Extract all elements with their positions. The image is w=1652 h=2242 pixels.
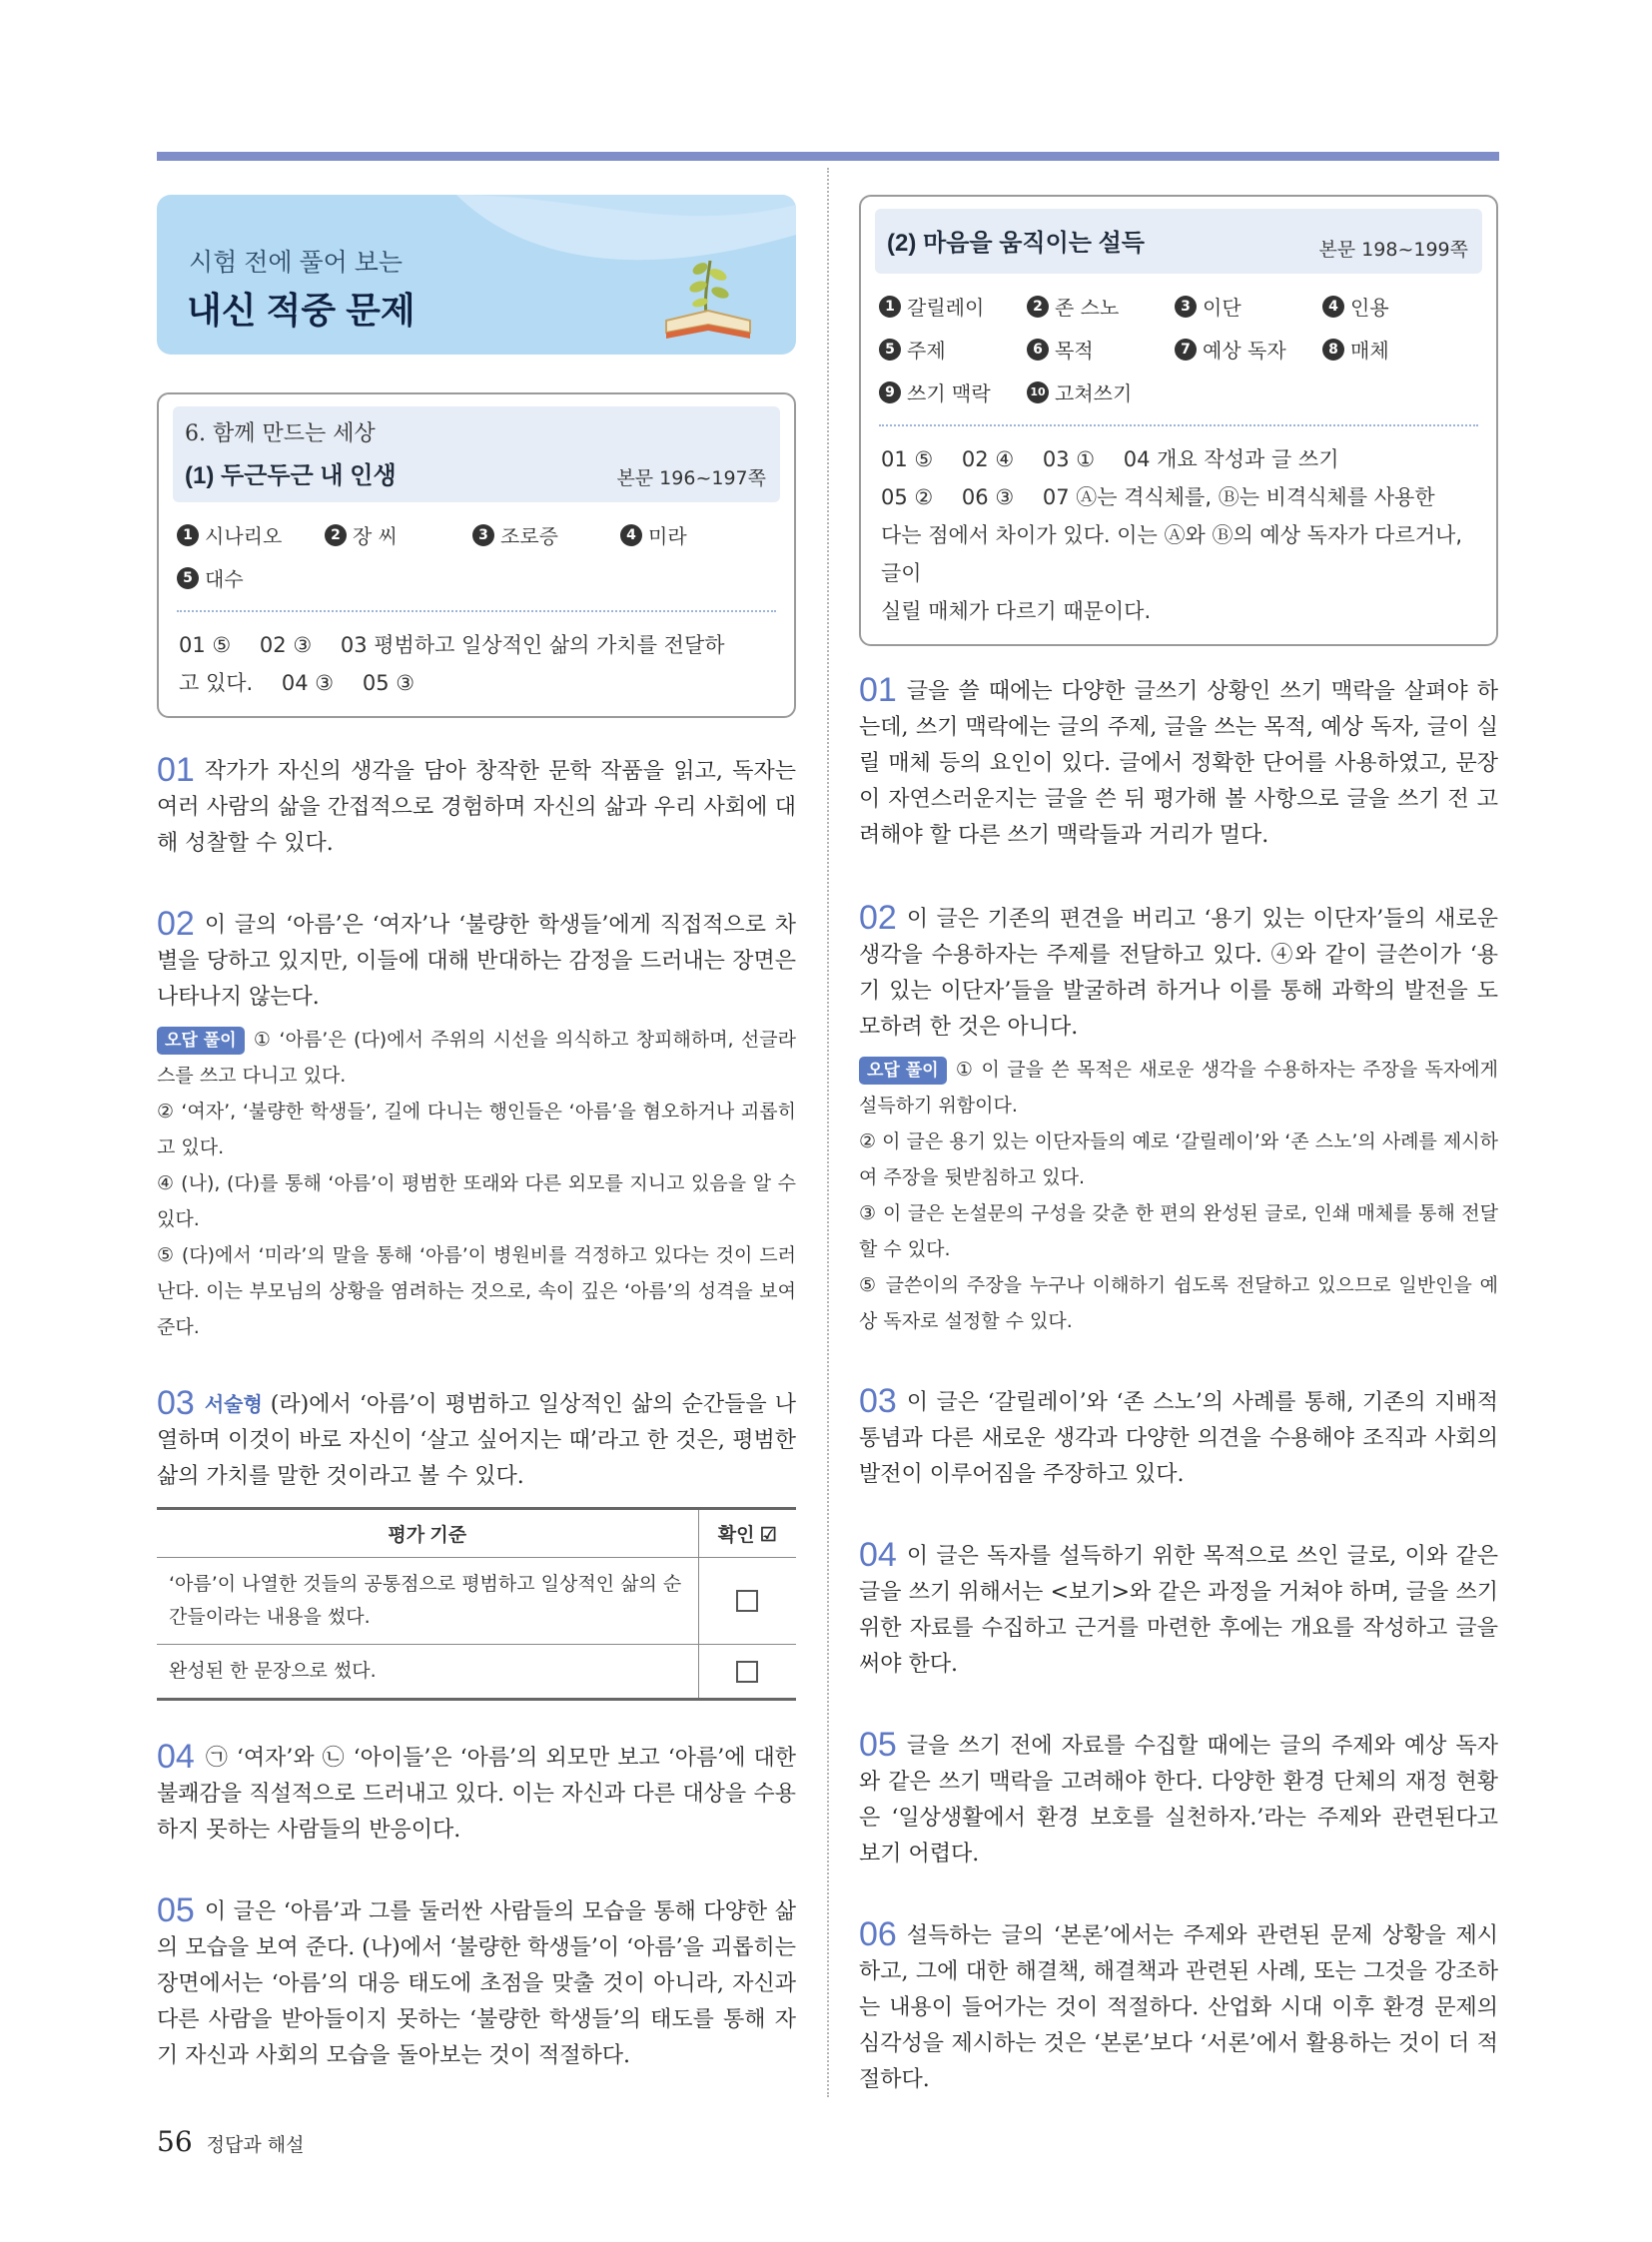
- box-header: [173, 406, 780, 502]
- keyword-item: [620, 520, 768, 549]
- keyword-text: 대수: [205, 567, 244, 591]
- note-line: ② 이 글은 용기 있는 이단자들의 예로 ‘갈릴레이’와 ‘존 스노’의 사례를 제시하여 주장을 뒷받침하고 있다.: [859, 1130, 1498, 1188]
- number-badge: 8: [1322, 339, 1344, 361]
- table-row: [157, 1558, 796, 1645]
- question-number: 03: [157, 1384, 195, 1422]
- answer-item: 01 ⑤: [881, 447, 934, 471]
- section-banner: [157, 195, 796, 355]
- question-number: 06: [859, 1915, 897, 1953]
- number-badge: 2: [1027, 296, 1049, 318]
- evaluation-table: [157, 1507, 796, 1701]
- explanation-02: [157, 906, 796, 1016]
- keyword-list: [875, 274, 1482, 424]
- note-line: ② ‘여자’, ‘불량한 학생들’, 길에 다니는 행인들은 ‘아름’을 혐오하거나 괴롭히고 있다.: [157, 1101, 796, 1158]
- explanation-text: (라)에서 ‘아름’이 평범하고 일상적인 삶의 순간들을 나열하며 이것이 바로 자신이 ‘살고 싶어지는 때’라고 한 것은, 평범한 삶의 가치를 말한 것이라고 볼 수 있다.: [157, 1392, 796, 1489]
- table-header-criteria: 평가 기준: [157, 1509, 698, 1558]
- keyword-item: [177, 520, 325, 549]
- answer-continuation: 다는 점에서 차이가 있다. 이는 Ⓐ와 Ⓑ의 예상 독자가 다르거나, 글이: [881, 523, 1463, 585]
- explanation-03: [157, 1385, 796, 1495]
- keyword-item: [1027, 335, 1175, 364]
- answer-list: [875, 426, 1482, 630]
- answer-item: 07 Ⓐ는 격식체를, Ⓑ는 비격식체를 사용한: [1042, 485, 1435, 509]
- wrong-answer-badge: 오답 풀이: [859, 1057, 947, 1085]
- note-line: ① ‘아름’은 (다)에서 주위의 시선을 의식하고 창피해하며, 선글라스를 쓰고 다니고 있다.: [157, 1029, 796, 1087]
- keyword-item: [879, 377, 1027, 406]
- explanation-text: 이 글은 ‘갈릴레이’와 ‘존 스노’의 사례를 통해, 기존의 지배적 통념과 다른 새로운 생각과 다양한 의견을 수용해야 조직과 사회의 발전이 이루어짐을 주장하고 있다.: [859, 1390, 1498, 1487]
- answer-item: 01 ⑤: [179, 633, 232, 657]
- keyword-item: [1175, 292, 1322, 321]
- answer-item: 04 개요 작성과 글 쓰기: [1123, 447, 1339, 471]
- page-reference: 본문 196~197쪽: [616, 467, 766, 489]
- answer-item: 02 ③: [259, 633, 313, 657]
- question-number: 04: [859, 1536, 897, 1574]
- keyword-text: 인용: [1350, 296, 1389, 320]
- number-badge: 7: [1175, 339, 1197, 361]
- explanation-05: [157, 1892, 796, 2074]
- keyword-text: 조로증: [500, 524, 558, 548]
- number-badge: 1: [879, 296, 901, 318]
- chapter-title: 6. 함께 만드는 세상: [185, 421, 376, 446]
- checkbox[interactable]: [736, 1661, 758, 1683]
- answer-item: 03 ①: [1042, 447, 1096, 471]
- column-divider: [827, 168, 829, 2097]
- keyword-text: 이단: [1203, 296, 1241, 320]
- keyword-item: [879, 292, 1027, 321]
- keyword-text: 쓰기 맥락: [907, 381, 991, 405]
- question-number: 01: [157, 751, 195, 789]
- criteria-cell: ‘아름’이 나열한 것들의 공통점으로 평범하고 일상적인 삶의 순간들이라는 내용을 썼다.: [157, 1558, 698, 1645]
- keyword-item: [1175, 335, 1322, 364]
- keyword-text: 매체: [1350, 339, 1389, 363]
- check-cell: [698, 1558, 796, 1645]
- keyword-text: 고쳐쓰기: [1055, 381, 1133, 405]
- explanation-06: [859, 1916, 1498, 2098]
- table-header-check: 확인 ☑: [698, 1509, 796, 1558]
- explanation-01: [157, 752, 796, 862]
- explanation-04: [859, 1537, 1498, 1683]
- note-line: ③ 이 글은 논설문의 구성을 갖춘 한 편의 완성된 글로, 인쇄 매체를 통해 전달할 수 있다.: [859, 1202, 1498, 1260]
- keyword-text: 존 스노: [1055, 296, 1120, 320]
- keyword-item: [325, 520, 472, 549]
- explanation-text: 이 글은 ‘아름’과 그를 둘러싼 사람들의 모습을 통해 다양한 삶의 모습을 보여 준다. (나)에서 ‘불량한 학생들’이 ‘아름’을 괴롭히는 장면에서는 ‘아름’의 대응 태도에 초점을 맞출 것이 아니라, 자신과 다른 사람을 받아들이지 못하는 ‘불량한 학생들’의 태도를 통해 자기 자신과 사회의 모습을 돌아보는 것이 적절하다.: [157, 1899, 796, 2068]
- keyword-text: 시나리오: [205, 524, 283, 548]
- keyword-item: [1027, 377, 1175, 406]
- page-reference: 본문 198~199쪽: [1318, 239, 1468, 261]
- answer-continuation: 실릴 매체가 다르기 때문이다.: [881, 599, 1152, 623]
- number-badge: 1: [177, 524, 199, 546]
- number-badge: 4: [620, 524, 642, 546]
- note-line: ① 이 글을 쓴 목적은 새로운 생각을 수용하자는 주장을 독자에게 설득하기 위함이다.: [859, 1059, 1498, 1117]
- section-title: (2) 마음을 움직이는 설득: [887, 230, 1145, 257]
- footer-label: 정답과 해설: [206, 2134, 305, 2156]
- explanation-text: 작가가 자신의 생각을 담아 창작한 문학 작품을 읽고, 독자는 여러 사람의 삶을 간접적으로 경험하며 자신의 삶과 우리 사회에 대해 성찰할 수 있다.: [157, 759, 796, 856]
- number-badge: 3: [1175, 296, 1197, 318]
- check-cell: [698, 1645, 796, 1700]
- keyword-text: 주제: [907, 339, 946, 363]
- top-rule: [157, 152, 1499, 161]
- answer-item: 05 ③: [362, 671, 415, 695]
- explanation-text: 글을 쓰기 전에 자료를 수집할 때에는 글의 주제와 예상 독자와 같은 쓰기 맥락을 고려해야 한다. 다양한 환경 단체의 재정 현황은 ‘일상생활에서 환경 보호를 실천하자.’라는 주제와 관련된다고 보기 어렵다.: [859, 1734, 1498, 1867]
- explanation-text: 이 글은 기존의 편견을 버리고 ‘용기 있는 이단자’들의 새로운 생각을 수용하자는 주제를 전달하고 있다. ④와 같이 글쓴이가 ‘용기 있는 이단자’들을 발굴하려 하거나 이를 통해 과학의 발전을 도모하려 한 것은 아니다.: [859, 907, 1498, 1040]
- keyword-list: [173, 502, 780, 610]
- number-badge: 5: [177, 567, 199, 589]
- keyword-item: [177, 563, 325, 592]
- question-number: 03: [859, 1382, 897, 1420]
- question-number: 02: [859, 899, 897, 937]
- number-badge: 6: [1027, 339, 1049, 361]
- answer-item: 05 ②: [881, 485, 934, 509]
- keyword-item: [879, 335, 1027, 364]
- explanation-text: 글을 쓸 때에는 다양한 글쓰기 상황인 쓰기 맥락을 살펴야 하는데, 쓰기 맥락에는 글의 주제, 글을 쓰는 목적, 예상 독자, 글이 실릴 매체 등의 요인이 있다. 글에서 정확한 단어를 사용하였고, 문장이 자연스러운지는 글을 쓴 뒤 평가해 볼 사항으로 글을 쓰기 전 고려해야 할 다른 쓰기 맥락들과 거리가 멀다.: [859, 679, 1498, 848]
- number-badge: 4: [1322, 296, 1344, 318]
- explanation-text: 이 글의 ‘아름’은 ‘여자’나 ‘불량한 학생들’에게 직접적으로 차별을 당하고 있지만, 이들에 대해 반대하는 감정을 드러내는 장면은 나타나지 않는다.: [157, 913, 796, 1010]
- page-number: 56: [157, 2125, 193, 2158]
- number-badge: 5: [879, 339, 901, 361]
- question-number: 05: [157, 1891, 195, 1929]
- left-column: [157, 195, 796, 2074]
- keyword-item: [1027, 292, 1175, 321]
- wrong-answer-notes: [157, 1022, 796, 1345]
- explanation-05: [859, 1727, 1498, 1872]
- number-badge: 2: [325, 524, 347, 546]
- number-badge: 10: [1027, 381, 1049, 403]
- banner-subtitle: 시험 전에 풀어 보는: [189, 249, 404, 277]
- answer-item: 02 ④: [961, 447, 1015, 471]
- explanation-01: [859, 672, 1498, 854]
- keyword-text: 예상 독자: [1203, 339, 1286, 363]
- page-footer: [157, 2125, 304, 2158]
- keyword-text: 갈릴레이: [907, 296, 985, 320]
- keyword-item: [472, 520, 620, 549]
- banner-title: 내신 적중 문제: [187, 290, 415, 331]
- book-plant-icon: [660, 255, 756, 345]
- explanation-text: 이 글은 독자를 설득하기 위한 목적으로 쓰인 글로, 이와 같은 글을 쓰기 위해서는 <보기>와 같은 과정을 거쳐야 하며, 글을 쓰기 위한 자료를 수집하고 근거를 마련한 후에는 개요를 작성하고 글을 써야 한다.: [859, 1544, 1498, 1677]
- explanation-text: 설득하는 글의 ‘본론’에서는 주제와 관련된 문제 상황을 제시하고, 그에 대한 해결책, 해결책과 관련된 사례, 또는 그것을 강조하는 내용이 들어가는 것이 적절하다. 산업화 시대 이후 환경 문제의 심각성을 제시하는 것은 ‘본론’보다 ‘서론’에서 활용하는 것이 더 적절하다.: [859, 1923, 1498, 2092]
- explanation-text: ㉠ ‘여자’와 ㉡ ‘아이들’은 ‘아름’의 외모만 보고 ‘아름’에 대한 불쾌감을 직설적으로 드러내고 있다. 이는 자신과 다른 대상을 수용하지 못하는 사람들의 반응이다.: [157, 1746, 796, 1843]
- keyword-text: 미라: [648, 524, 687, 548]
- number-badge: 3: [472, 524, 494, 546]
- explanation-03: [859, 1383, 1498, 1493]
- explanation-04: [157, 1739, 796, 1849]
- question-number: 05: [859, 1726, 897, 1764]
- box-header: [875, 209, 1482, 274]
- answer-item: 04 ③: [281, 671, 335, 695]
- answer-item: 06 ③: [961, 485, 1015, 509]
- section-title: (1) 두근두근 내 인생: [185, 462, 397, 489]
- answer-list: [173, 612, 780, 702]
- keyword-text: 장 씨: [353, 524, 398, 548]
- note-line: ⑤ (다)에서 ‘미라’의 말을 통해 ‘아름’이 병원비를 걱정하고 있다는 것이 드러난다. 이는 부모님의 상황을 염려하는 것으로, 속이 깊은 ‘아름’의 성격을 보여 준다.: [157, 1244, 796, 1338]
- descriptive-tag: 서술형: [204, 1394, 263, 1416]
- note-line: ④ (나), (다)를 통해 ‘아름’이 평범한 또래와 다른 외모를 지니고 있음을 알 수 있다.: [157, 1172, 796, 1230]
- wrong-answer-badge: 오답 풀이: [157, 1027, 245, 1055]
- note-line: ⑤ 글쓴이의 주장을 누구나 이해하기 쉽도록 전달하고 있으므로 일반인을 예상 독자로 설정할 수 있다.: [859, 1274, 1498, 1332]
- keyword-text: 목적: [1055, 339, 1094, 363]
- keyword-item: [1322, 292, 1470, 321]
- answer-box-left: [157, 392, 796, 718]
- answer-item: 고 있다.: [179, 671, 254, 695]
- keyword-item: [1322, 335, 1470, 364]
- question-number: 04: [157, 1738, 195, 1776]
- right-column: [859, 195, 1498, 2098]
- answer-box-right: [859, 195, 1498, 646]
- explanation-02: [859, 900, 1498, 1046]
- question-number: 02: [157, 905, 195, 943]
- wrong-answer-notes: [859, 1052, 1498, 1339]
- checkbox[interactable]: [736, 1590, 758, 1612]
- number-badge: 9: [879, 381, 901, 403]
- table-row: [157, 1645, 796, 1700]
- question-number: 01: [859, 671, 897, 709]
- criteria-cell: 완성된 한 문장으로 썼다.: [157, 1645, 698, 1700]
- answer-item: 03 평범하고 일상적인 삶의 가치를 전달하: [340, 633, 725, 657]
